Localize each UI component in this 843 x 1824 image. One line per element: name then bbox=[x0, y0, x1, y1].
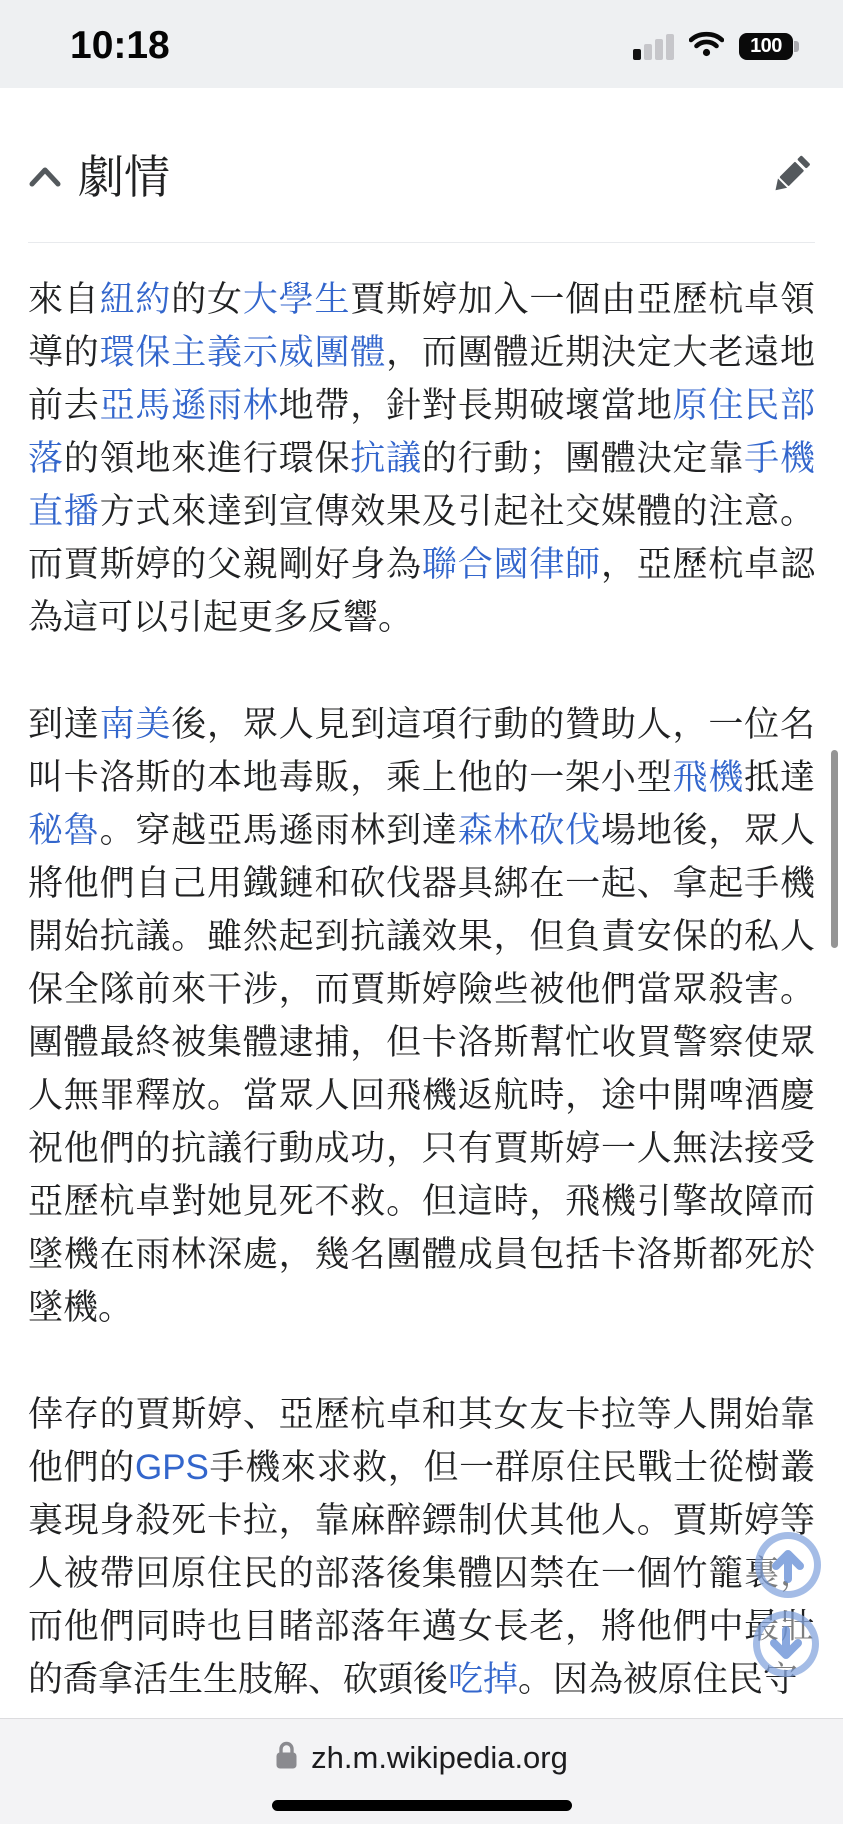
wiki-link[interactable]: 手機直播 bbox=[28, 439, 815, 531]
text-segment: 手機來求救，但一群原住民戰士從樹叢裏現身殺死卡拉，靠麻醉鏢制伏其他人。賈斯婷等人被帶回原住民的部落後集體囚禁在一個竹籠裏，而他們同時也目睹部落年邁女長老，將他們中最壯的喬拿活生生肢解、砍頭後 bbox=[28, 1448, 815, 1699]
status-bar bbox=[0, 0, 843, 88]
wiki-link[interactable]: 秘魯 bbox=[28, 811, 100, 850]
text-segment: ，亞歷杭卓認為這可以引起更多反響。 bbox=[28, 545, 815, 637]
safari-bottom-bar bbox=[0, 1718, 843, 1824]
section-header-plot[interactable] bbox=[28, 144, 815, 243]
text-segment: 方式來達到宣傳效果及引起社交媒體的注意。而賈斯婷的父親剛好身為 bbox=[28, 492, 815, 584]
battery-icon bbox=[739, 33, 799, 60]
arrow-down-icon bbox=[764, 1622, 808, 1666]
wiki-link[interactable]: 亞馬遜雨林 bbox=[99, 386, 279, 425]
wikipedia-article-page bbox=[0, 88, 843, 1718]
scroll-down-button[interactable] bbox=[753, 1611, 819, 1677]
wiki-link[interactable]: 大學生 bbox=[242, 280, 351, 319]
text-segment: 的女 bbox=[171, 280, 243, 319]
status-time: 10:18 bbox=[70, 24, 170, 67]
text-segment: 後，眾人見到這項行動的贊助人，一位名叫卡洛斯的本地毒販，乘上他的一架小型 bbox=[28, 705, 815, 797]
wiki-link[interactable]: 環保主義示威團體 bbox=[99, 333, 387, 372]
wiki-link[interactable]: 吃掉 bbox=[448, 1660, 519, 1699]
scroll-to-top-button[interactable] bbox=[755, 1532, 821, 1598]
wiki-link[interactable]: 原住民部落 bbox=[28, 386, 815, 478]
text-segment: 。穿越亞馬遜雨林到達 bbox=[99, 811, 458, 850]
wiki-link[interactable]: 聯合國律師 bbox=[421, 545, 601, 584]
text-segment: 倖存的賈斯婷、亞歷杭卓和其女友卡拉等人開始靠他們的 bbox=[28, 1395, 815, 1487]
lock-icon bbox=[275, 1741, 298, 1775]
wiki-link[interactable]: 森林砍伐 bbox=[457, 811, 601, 850]
paragraph bbox=[28, 273, 815, 644]
battery-percent: 100 bbox=[739, 33, 793, 60]
arrow-up-icon bbox=[766, 1543, 810, 1587]
paragraph bbox=[28, 1388, 815, 1706]
text-segment: 。因為被原住民守 bbox=[518, 1660, 799, 1699]
scrollbar-thumb[interactable] bbox=[831, 750, 838, 948]
text-segment: 賈斯婷加入一個由亞歷杭卓領導的 bbox=[28, 280, 815, 372]
cellular-signal-icon bbox=[633, 33, 674, 60]
pencil-icon bbox=[767, 186, 813, 201]
text-segment: 抵達 bbox=[744, 758, 815, 797]
wiki-link[interactable]: 紐約 bbox=[99, 280, 172, 319]
wiki-link[interactable]: 抗議 bbox=[350, 439, 422, 478]
text-segment: 來自 bbox=[28, 280, 100, 319]
home-indicator[interactable] bbox=[272, 1800, 572, 1811]
wifi-icon bbox=[689, 31, 724, 62]
article-paragraphs bbox=[0, 273, 843, 1706]
wiki-link[interactable]: 南美 bbox=[99, 705, 172, 744]
paragraph bbox=[28, 698, 815, 1334]
wiki-link[interactable]: 飛機 bbox=[672, 758, 745, 797]
chevron-up-icon[interactable] bbox=[28, 165, 62, 189]
section-title: 劇情 bbox=[78, 151, 170, 203]
text-segment: ，而團體近期決定大老遠地前去 bbox=[28, 333, 815, 425]
url-bar[interactable] bbox=[0, 1740, 843, 1776]
text-segment: 場地後，眾人將他們自己用鐵鏈和砍伐器具綁在一起、拿起手機開始抗議。雖然起到抗議效果，但負責安保的私人保全隊前來干涉，而賈斯婷險些被他們當眾殺害。團體最終被集體逮捕，但卡洛斯幫忙收買警察使眾人無罪釋放。當眾人回飛機返航時，途中開啤酒慶祝他們的抗議行動成功，只有賈斯婷一人無法接受亞歷杭卓對她見死不救。但這時，飛機引擎故障而墜機在雨林深處，幾名團體成員包括卡洛斯都死於墜機。 bbox=[28, 811, 815, 1327]
text-segment: 的行動；團體決定靠 bbox=[421, 439, 745, 478]
wiki-link[interactable]: GPS bbox=[134, 1448, 209, 1487]
url-text: zh.m.wikipedia.org bbox=[311, 1740, 568, 1775]
edit-section-button[interactable] bbox=[767, 152, 813, 198]
status-icons bbox=[633, 31, 799, 61]
text-segment: 的領地來進行環保 bbox=[63, 439, 351, 478]
text-segment: 到達 bbox=[28, 705, 100, 744]
text-segment: 地帶，針對長期破壞當地 bbox=[278, 386, 673, 425]
